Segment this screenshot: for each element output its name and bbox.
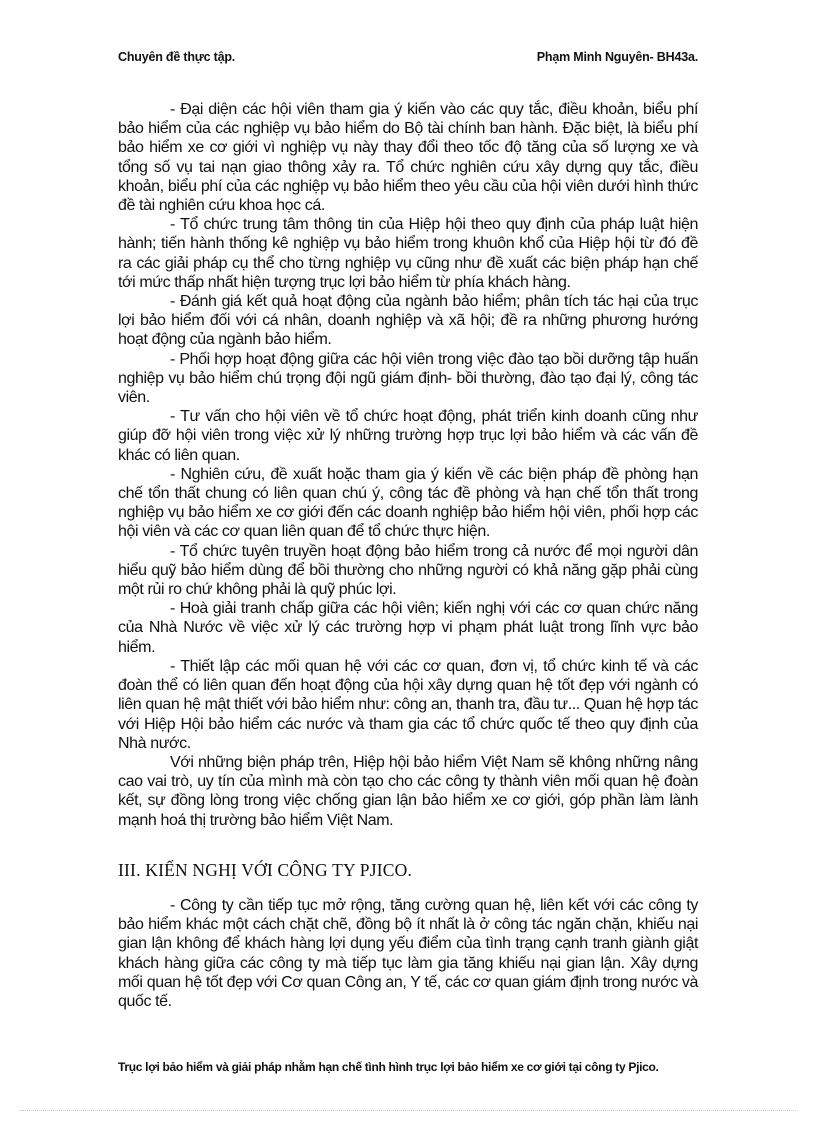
paragraph: - Hoà giải tranh chấp giữa các hội viên; kiến nghị với các cơ quan chức năng của Nhà Nước về việc xử lý các trường hợp vi phạm phát luật trong lĩnh vực bảo hiểm.	[118, 600, 698, 656]
paragraph: Với những biện pháp trên, Hiệp hội bảo hiểm Việt Nam sẽ không những nâng cao vai trò, uy tín của mình mà còn tạo cho các công ty thành viên mối quan hệ đoàn kết, sự đồng lòng trong việc chống gian lận bảo hiểm xe cơ giới, góp phần làm lành mạnh hoá thị trường bảo hiểm Việt Nam.	[118, 753, 698, 829]
header-right: Phạm Minh Nguyên- BH43a.	[536, 50, 698, 64]
paragraph: - Tổ chức trung tâm thông tin của Hiệp hội theo quy định của pháp luật hiện hành; tiến hành thống kê nghiệp vụ bảo hiểm trong khuôn khổ của Hiệp hội từ đó đề ra các giải pháp cụ thể cho từng nghiệp vụ cũng như đề xuất các biện pháp hạn chế tới mức thấp nhất hiện tượng trục lợi bảo hiểm từ phía khách hàng.	[118, 216, 698, 291]
page-footer: Trục lợi bảo hiểm và giải pháp nhằm hạn chế tình hình trục lợi bảo hiểm xe cơ giới tại công ty Pjico.	[118, 1060, 659, 1074]
header-left: Chuyên đề thực tập.	[118, 50, 236, 64]
page-bottom-divider	[20, 1110, 796, 1111]
paragraph: - Tư vấn cho hội viên về tổ chức hoạt động, phát triển kinh doanh cũng như giúp đỡ hội viên trong việc xử lý những trường hợp trục lợi bảo hiểm và các vấn đề khác có liên quan.	[118, 408, 698, 464]
paragraph: - Công ty cần tiếp tục mở rộng, tăng cường quan hệ, liên kết với các công ty bảo hiểm khác một cách chặt chẽ, đồng bộ ít nhất là ở công tác ngăn chặn, khiếu nại gian lận không để khách hàng lợi dụng yếu điểm của tình trạng cạnh tranh giành giật khách hàng giữa các công ty mà tiếp tục làm gia tăng khiếu nại gian lận. Xây dựng mối quan hệ tốt đẹp với Cơ quan Công an, Y tế, các cơ quan giám định trong nước và quốc tế.	[118, 897, 698, 1011]
document-body	[118, 100, 698, 830]
paragraph: - Thiết lập các mối quan hệ với các cơ quan, đơn vị, tổ chức kinh tế và các đoàn thể có liên quan đến hoạt động của hội xây dựng quan hệ tốt đẹp với ngành có liên quan hệ mật thiết với bảo hiểm như: công an, thanh tra, đầu tư... Quan hệ hợp tác với Hiệp Hội bảo hiểm các nước và tham gia các tổ chức quốc tế theo quy định của Nhà nước.	[118, 657, 698, 752]
paragraph: - Nghiên cứu, đề xuất hoặc tham gia ý kiến về các biện pháp đề phòng hạn chế tổn thất chung có liên quan chú ý, công tác đề phòng và hạn chế tổn thất trong nghiệp vụ bảo hiểm xe cơ giới đến các doanh nghiệp bảo hiểm hội viên, phối hợp các hội viên và các cơ quan liên quan để tổ chức thực hiện.	[118, 465, 698, 541]
paragraph: - Tổ chức tuyên truyền hoạt động bảo hiểm trong cả nước để mọi người dân hiểu quỹ bảo hiểm dùng để bồi thường cho những người có khả năng gặp phải cùng một rủi ro chứ không phải là quỹ phúc lợi.	[118, 542, 698, 599]
section-body	[118, 896, 698, 1011]
paragraph: - Đại diện các hội viên tham gia ý kiến vào các quy tắc, điều khoản, biểu phí bảo hiểm của các nghiệp vụ bảo hiểm do Bộ tài chính ban hành. Đặc biệt, là biểu phí bảo hiểm xe cơ giới vì nghiệp vụ này thay đổi theo tốc độ tăng của số lượng xe và tổng số vụ tai nạn giao thông xảy ra. Tổ chức nghiên cứu xây dựng quy tắc, điều khoản, biểu phí của các nghiệp vụ bảo hiểm theo yêu cầu của hội viên dưới hình thức đề tài nghiên cứu khoa học cá.	[118, 101, 698, 215]
paragraph: - Phối hợp hoạt động giữa các hội viên trong việc đào tạo bồi dưỡng tập huấn nghiệp vụ bảo hiểm chú trọng đội ngũ giám định- bồi thường, đào tạo đại lý, công tác viên.	[118, 350, 698, 407]
section-heading: III. KIẾN NGHỊ VỚI CÔNG TY PJICO.	[118, 860, 413, 880]
paragraph: - Đánh giá kết quả hoạt động của ngành bảo hiểm; phân tích tác hại của trục lợi bảo hiểm đối với cá nhân, doanh nghiệp và xã hội; đề ra những phương hướng hoạt động của ngành bảo hiểm.	[118, 293, 698, 349]
